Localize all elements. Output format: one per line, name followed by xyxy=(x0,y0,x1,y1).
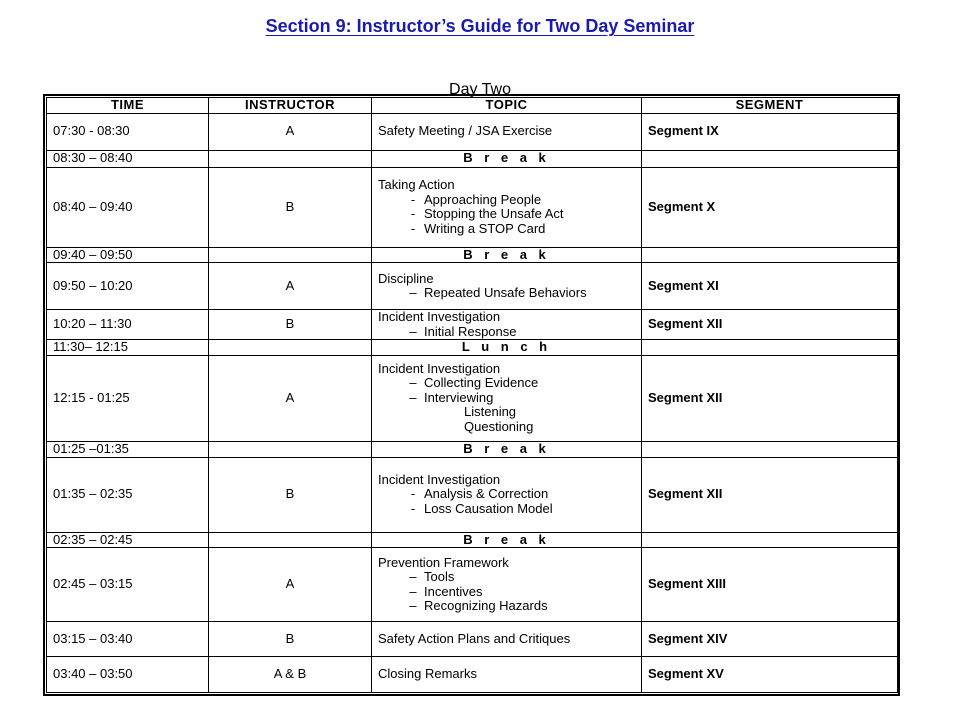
table-row xyxy=(47,263,898,310)
bullet: - xyxy=(410,191,416,207)
time-cell: 02:45 – 03:15 xyxy=(47,548,209,622)
topic-title: Incident Investigation xyxy=(378,360,501,376)
time-cell: 03:15 – 03:40 xyxy=(47,622,209,657)
table-row xyxy=(47,167,898,247)
instructor-cell: B xyxy=(209,310,372,340)
topic-title: Discipline xyxy=(378,270,434,286)
time-cell: 02:35 – 02:45 xyxy=(47,532,209,548)
topic-subitem: Listening xyxy=(464,404,517,420)
bullet: – xyxy=(409,598,417,613)
bullet: – xyxy=(409,569,417,584)
topic-cell xyxy=(372,457,642,532)
day-label: Day Two xyxy=(449,81,511,98)
empty-cell xyxy=(209,247,372,263)
schedule-table xyxy=(46,97,898,693)
segment-cell: Segment XII xyxy=(642,355,898,441)
segment-cell: Segment X xyxy=(642,167,898,247)
empty-cell xyxy=(209,532,372,548)
empty-cell xyxy=(642,441,898,457)
break-row xyxy=(47,532,898,548)
break-label: B r e a k xyxy=(372,247,642,263)
lunch-row xyxy=(47,340,898,356)
instructor-cell: A xyxy=(209,355,372,441)
topic-cell xyxy=(372,310,642,340)
segment-cell: Segment XI xyxy=(642,263,898,310)
topic-cell: Closing Remarks xyxy=(372,657,642,693)
bullet: – xyxy=(409,389,417,405)
instructor-cell: B xyxy=(209,622,372,657)
bullet: - xyxy=(410,486,416,502)
segment-cell: Segment XIV xyxy=(642,622,898,657)
segment-cell: Segment IX xyxy=(642,113,898,150)
empty-cell xyxy=(642,340,898,356)
topic-item: – Initial Response xyxy=(402,325,635,340)
break-label: B r e a k xyxy=(372,532,642,548)
table-row xyxy=(47,310,898,340)
bullet: – xyxy=(409,375,417,391)
topic-item: – Recognizing Hazards xyxy=(402,599,635,614)
instructor-cell: B xyxy=(209,167,372,247)
topic-subitem: Questioning xyxy=(464,418,534,434)
bullet: - xyxy=(410,206,416,221)
topic-cell xyxy=(372,548,642,622)
time-cell: 01:25 –01:35 xyxy=(47,441,209,457)
topic-item: - Stopping the Unsafe Act xyxy=(402,207,635,222)
lunch-label: L u n c h xyxy=(372,340,642,356)
topic-item: – Tools xyxy=(402,570,635,585)
table-row xyxy=(47,622,898,657)
topic-cell xyxy=(372,263,642,310)
topic-cell xyxy=(372,355,642,441)
table-row xyxy=(47,355,898,441)
time-cell: 12:15 - 01:25 xyxy=(47,355,209,441)
segment-cell: Segment XV xyxy=(642,657,898,693)
header-segment: SEGMENT xyxy=(642,98,898,114)
segment-cell: Segment XII xyxy=(642,457,898,532)
break-label: B r e a k xyxy=(372,150,642,167)
empty-cell xyxy=(642,150,898,167)
bullet: – xyxy=(409,583,417,599)
table-row xyxy=(47,113,898,150)
topic-cell xyxy=(372,167,642,247)
header-topic: TOPIC xyxy=(372,98,642,114)
empty-cell xyxy=(209,150,372,167)
instructor-cell: A xyxy=(209,113,372,150)
table-row xyxy=(47,457,898,532)
break-row xyxy=(47,247,898,263)
time-cell: 11:30– 12:15 xyxy=(47,340,209,356)
topic-item: – Repeated Unsafe Behaviors xyxy=(402,286,635,301)
instructor-cell: B xyxy=(209,457,372,532)
header-row xyxy=(47,98,898,114)
time-cell: 01:35 – 02:35 xyxy=(47,457,209,532)
empty-cell xyxy=(642,247,898,263)
bullet: – xyxy=(409,323,417,339)
time-cell: 09:50 – 10:20 xyxy=(47,263,209,310)
topic-item: - Approaching People xyxy=(402,193,635,208)
topic-cell: Safety Action Plans and Critiques xyxy=(372,622,642,657)
bullet: - xyxy=(410,500,416,516)
bullet: – xyxy=(409,285,417,300)
break-row xyxy=(47,441,898,457)
table-row xyxy=(47,657,898,693)
time-cell: 09:40 – 09:50 xyxy=(47,247,209,263)
table-row xyxy=(47,548,898,622)
topic-title: Prevention Framework xyxy=(378,554,509,570)
topic-item: - Analysis & Correction xyxy=(402,487,635,502)
time-cell: 03:40 – 03:50 xyxy=(47,657,209,693)
header-time: TIME xyxy=(47,98,209,114)
empty-cell xyxy=(209,441,372,457)
header-instructor: INSTRUCTOR xyxy=(209,98,372,114)
segment-cell: Segment XIII xyxy=(642,548,898,622)
topic-item: – Incentives xyxy=(402,585,635,600)
topic-item: – Interviewing xyxy=(402,391,635,406)
topic-item: – Collecting Evidence xyxy=(402,376,635,391)
topic-item: - Loss Causation Model xyxy=(402,502,635,517)
instructor-cell: A xyxy=(209,263,372,310)
topic-cell: Safety Meeting / JSA Exercise xyxy=(372,113,642,150)
instructor-cell: A & B xyxy=(209,657,372,693)
topic-title: Incident Investigation xyxy=(378,471,501,487)
topic-title: Taking Action xyxy=(378,177,455,192)
time-cell: 07:30 - 08:30 xyxy=(47,113,209,150)
break-label: B r e a k xyxy=(372,441,642,457)
segment-cell: Segment XII xyxy=(642,310,898,340)
empty-cell xyxy=(642,532,898,548)
time-cell: 08:30 – 08:40 xyxy=(47,150,209,167)
page-title: Section 9: Instructor’s Guide for Two Day Seminar xyxy=(265,16,695,36)
time-cell: 10:20 – 11:30 xyxy=(47,310,209,340)
instructor-cell: A xyxy=(209,548,372,622)
empty-cell xyxy=(209,340,372,356)
bullet: - xyxy=(410,220,416,236)
topic-item: - Writing a STOP Card xyxy=(402,222,635,237)
break-row xyxy=(47,150,898,167)
time-cell: 08:40 – 09:40 xyxy=(47,167,209,247)
topic-title: Incident Investigation xyxy=(378,309,501,324)
